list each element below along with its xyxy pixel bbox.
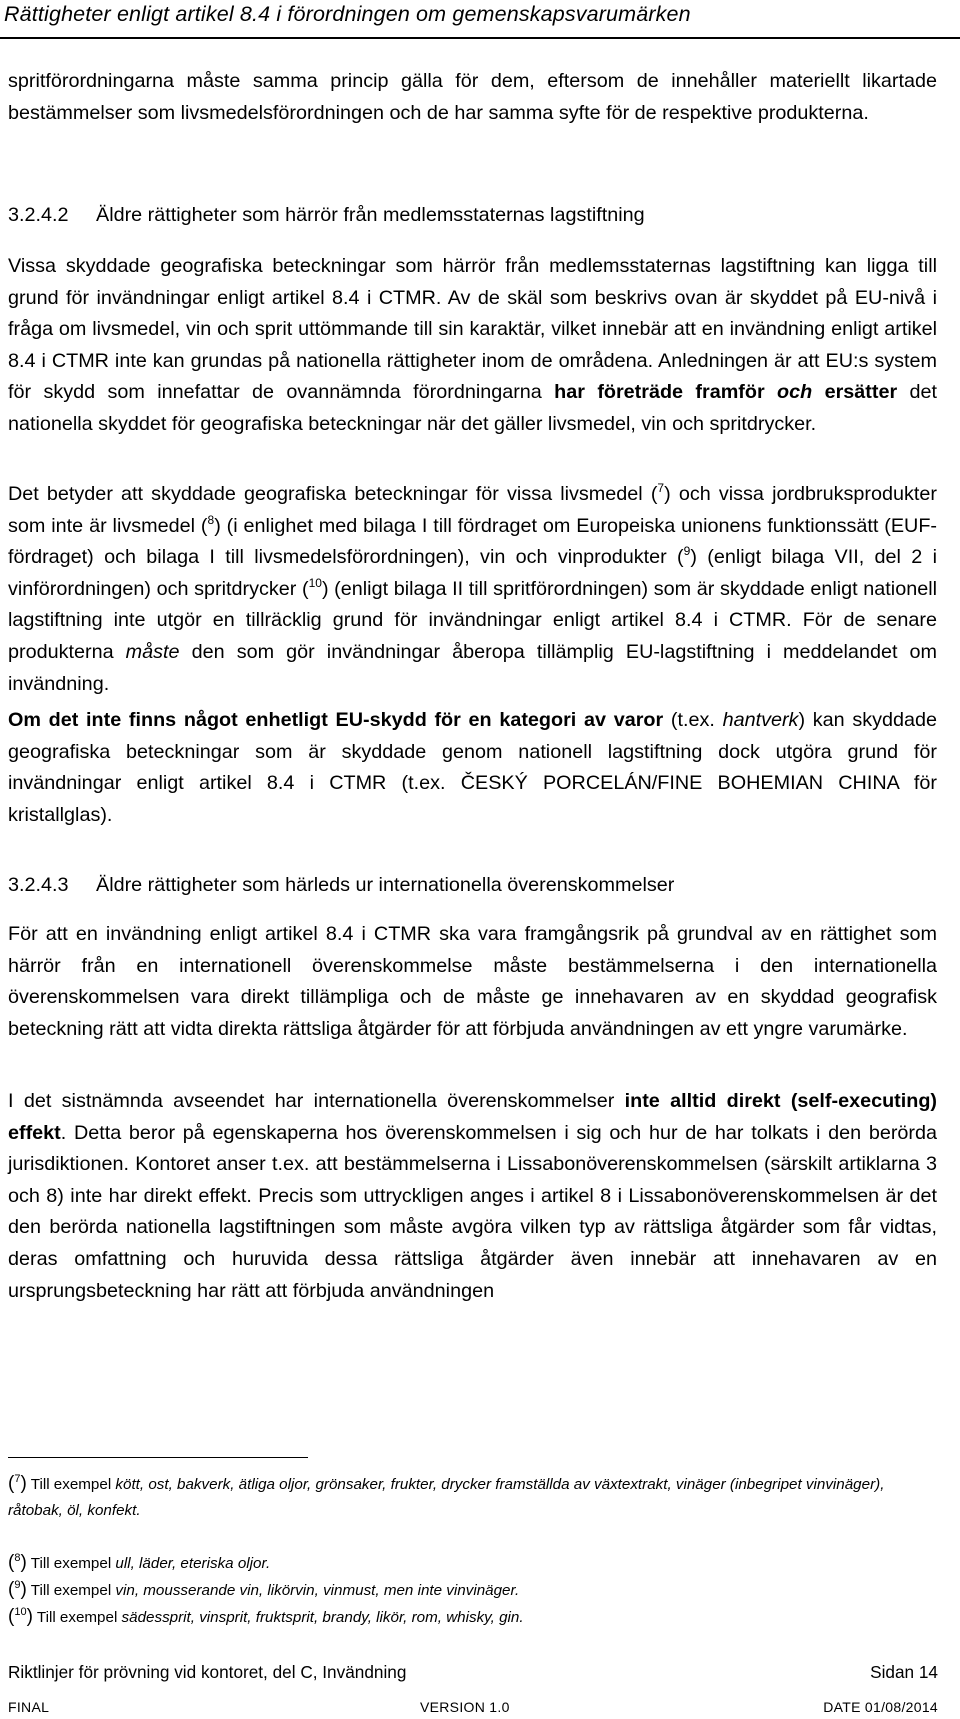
section-title: Äldre rättigheter som härleds ur internationella överenskommelser [96, 874, 675, 896]
footnote-text: vin, mousserande vin, likörvin, vinmust, men inte vinvinäger. [115, 1582, 520, 1599]
section-number: 3.2.4.2 [8, 204, 69, 226]
text-run: ) (i enlighet med bilaga I till fördraget om Europeiska unionens funktionssätt (EUF-fördraget) och bilaga I till livsmedelsförordningen), vin och vinprodukter ( [8, 514, 938, 569]
text-run: ) (enligt bilaga VII, del 2 i vinförordningen) och spritdrycker ( [8, 546, 937, 600]
footnote-lead: Till exempel [30, 1555, 116, 1572]
header-rule [0, 37, 960, 39]
footer-version: VERSION 1.0 [420, 1699, 510, 1715]
footnote-number: 8 [14, 1552, 21, 1564]
footnote-text: ull, läder, eteriska oljor. [115, 1555, 271, 1572]
paragraph-national-law [8, 251, 937, 441]
paragraph-consequences [8, 479, 937, 700]
text-run: (t.ex. [663, 709, 723, 731]
footer-page-number: Sidan 14 [870, 1662, 938, 1682]
bold-italic-run: och [777, 381, 813, 404]
text-run: Vissa skyddade geografiska beteckningar som härrör från medlemsstaternas lagstiftning kan ligga till grund för invändningar enligt artikel 8.4 i CTMR. Av de skäl som beskrivs ovan är skyddet på EU-nivå i fråga om livsmedel, vin och sprit uttömmande till sin karaktär, vilket innebär att en invändning enligt artikel 8.4 i CTMR inte kan grundas på nationella rättigheter inom de områdena. Anledningen är att EU:s system för skydd som innefattar de ovannämnda förordningarna [8, 255, 937, 404]
footnote-ref[interactable]: 7 [657, 481, 665, 495]
footer-status: FINAL [8, 1699, 50, 1715]
section-heading-3242 [8, 200, 645, 230]
section-title: Äldre rättigheter som härrör från medlemsstaternas lagstiftning [96, 204, 645, 226]
footnote-lead: Till exempel [36, 1609, 122, 1626]
footnote-8: ($^8$) Till exempel ull, läder, eteriska oljor. [8, 1552, 271, 1573]
footnote-lead: Till exempel [30, 1476, 116, 1493]
paragraph-international-agreements: För att en invändning enligt artikel 8.4 i CTMR ska vara framgångsrik på grundval av en rättighet som härrör från en internationell överenskommelse måste bestämmelserna i den internationella överenskommelsen vara direkt tillämpliga och de måste ge innehavaren av en skyddad geografisk beteckning rätt att vidta direkta rättsliga åtgärder för att förbjuda användningen av ett yngre varumärke. [8, 923, 937, 1040]
footnote-text: kött, ost, bakverk, ätliga oljor, grönsaker, frukter, drycker framställda av växtextrakt, vinäger (inbegripet vinvinäger), råtobak, öl, konfekt. [8, 1476, 885, 1519]
bold-run: Om det inte finns något enhetligt EU-skydd för en kategori av varor [8, 709, 664, 731]
text-run: I det sistnämnda avseendet har internationella överenskommelser [8, 1090, 625, 1112]
footnote-number: 10 [14, 1606, 27, 1618]
bold-run: inte alltid direkt (self-executing) effekt [8, 1090, 938, 1144]
footer-date: DATE 01/08/2014 [823, 1699, 938, 1715]
footnote-text: sädessprit, vinsprit, fruktsprit, brandy, likör, rom, whisky, gin. [121, 1609, 524, 1626]
running-header-title: Rättigheter enligt artikel 8.4 i förordningen om gemenskapsvarumärken [4, 2, 691, 26]
footnote-lead: Till exempel [30, 1582, 116, 1599]
text-run: ) kan skyddade geografiska beteckningar som är skyddade genom nationell lagstiftning dock utgöra grund för invändningar enligt artikel 8.4 i CTMR (t.ex. ČESKÝ PORCELÁN/FINE BOHEMIAN CHINA för kristallglas). [8, 709, 938, 826]
section-number: 3.2.4.3 [8, 874, 69, 896]
footer-document-title: Riktlinjer för prövning vid kontoret, del C, Invändning [8, 1662, 407, 1682]
bold-run: har företräde framför [554, 381, 765, 404]
italic-run: hantverk [722, 709, 799, 731]
text-run: den som gör invändningar åberopa tillämplig EU-lagstiftning i meddelandet om invändning. [8, 640, 937, 695]
footnote-separator [8, 1457, 308, 1458]
footnote-ref[interactable]: 8 [207, 512, 215, 527]
footnote-ref[interactable]: 9 [683, 544, 691, 559]
footnote-number: 9 [14, 1579, 21, 1591]
paragraph-no-eu-protection [8, 705, 937, 831]
paragraph-direct-effect [8, 1086, 937, 1307]
bold-run: ersätter [824, 381, 898, 404]
footnote-ref[interactable]: 10 [308, 575, 322, 590]
footnote-7: ($^7$) Till exempel kött, ost, bakverk, ätliga oljor, grönsaker, frukter, drycker framställda av växtextrakt, vinäger (inbegripet vinvinäger), råtobak, öl, konfekt. [8, 1473, 885, 1519]
text-run: . Detta beror på egenskaperna hos överenskommelsen i sig och hur de har tolkats i den berörda jurisdiktionen. Kontoret anser t.ex. att bestämmelserna i Lissabonöverenskommelsen (särskilt artiklarna 3 och 8) inte har direkt effekt. Precis som uttryckligen anges i artikel 8 i Lissabonöverenskommelsen är det den berörda nationella lagstiftningen som måste avgöra vilken typ av rättsliga åtgärder som får vidtas, deras omfattning och huruvida dessa rättsliga åtgärder även innebär att innehavaren av en ursprungsbeteckning har rätt att förbjuda användningen [8, 1121, 937, 1302]
italic-run: måste [125, 640, 180, 663]
section-heading-3243 [8, 870, 674, 900]
paragraph-intro: spritförordningarna måste samma princip gälla för dem, eftersom de innehåller materiellt likartade bestämmelser som livsmedelsförordningen och de har samma syfte för de respektive produkterna. [8, 70, 937, 124]
footnote-10: ($^{10}$) Till exempel sädessprit, vinsprit, fruktsprit, brandy, likör, rom, whisky, gin. [8, 1606, 524, 1627]
footnote-number: 7 [14, 1473, 21, 1485]
footnote-9: ($^9$) Till exempel vin, mousserande vin, likörvin, vinmust, men inte vinvinäger. [8, 1579, 520, 1600]
text-run: ) och vissa jordbruksprodukter som inte är livsmedel ( [8, 483, 937, 537]
text-run: Det betyder att skyddade geografiska beteckningar för vissa livsmedel ( [8, 483, 658, 505]
text-run: det nationella skyddet för geografiska beteckningar när det gäller livsmedel, vin och spritdrycker. [8, 381, 937, 435]
text-run: ) (enligt bilaga II till spritförordningen) som är skyddade enligt nationell lagstiftning inte utgör en tillräcklig grund för invändningar enligt artikel 8.4 i CTMR. För de senare produkterna [8, 577, 937, 663]
